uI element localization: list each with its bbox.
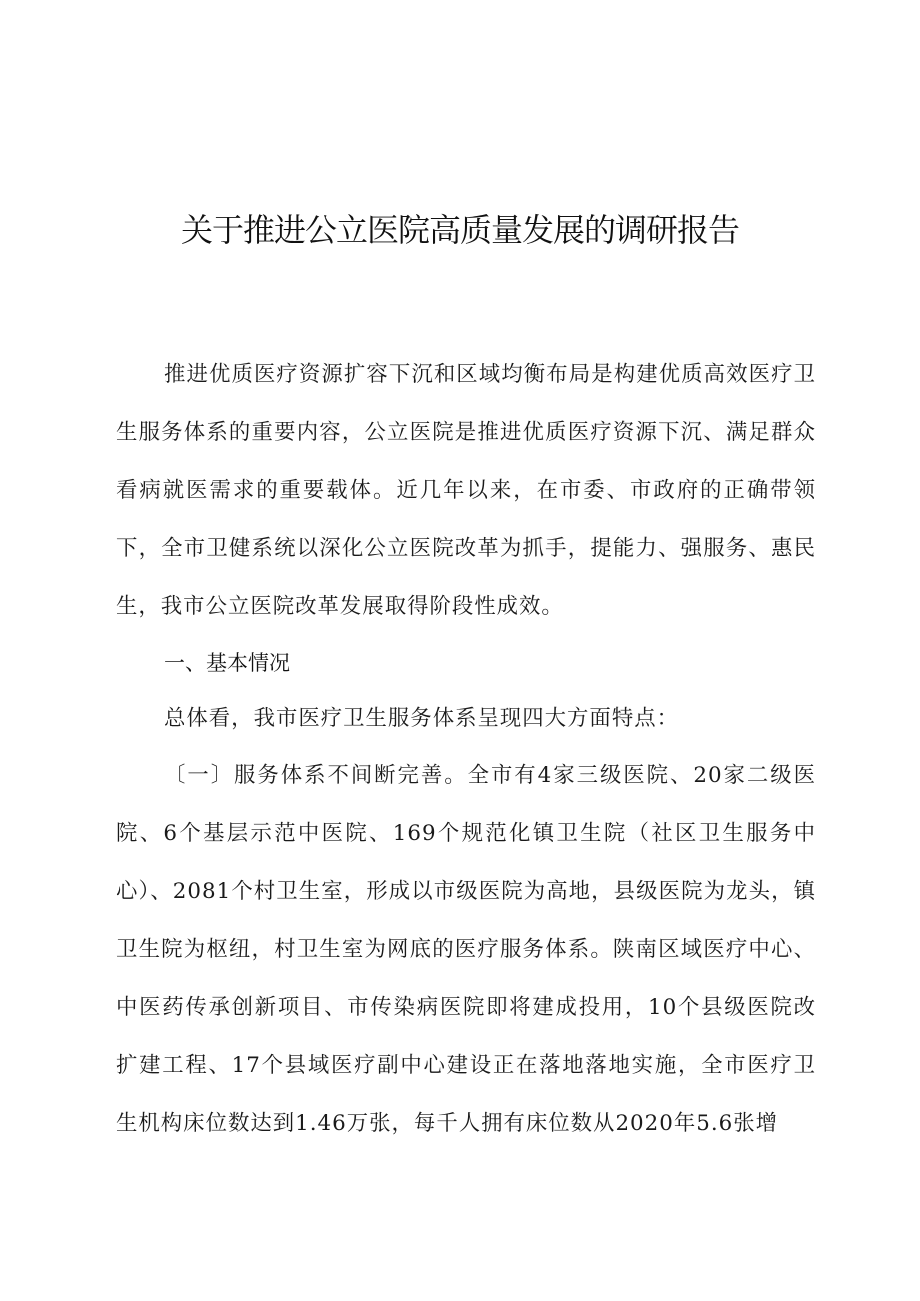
document-title: 关于推进公立医院高质量发展的调研报告: [180, 211, 739, 249]
overview-paragraph: 总体看，我市医疗卫生服务体系呈现四大方面特点：: [164, 706, 679, 731]
service-system-paragraph: 〔一〕服务体系不间断完善。全市有4家三级医院、20家二级医院、6个基层示范中医院、169个规范化镇卫生院（社区卫生服务中心）、2081个村卫生室，形成以市级医院为高地，县级医院为龙头，镇卫生院为枢纽，村卫生室为网底的医疗服务体系。陕南区域医疗中心、中医药传承创新项目、市传染病医院即将建成投用，10个县级医院改扩建工程、17个县域医疗副中心建设正在落地落地实施，全市医疗卫生机构床位数达到1.46万张，每千人拥有床位数从2020年5.6张增: [116, 763, 816, 1136]
section-heading: 一、基本情况: [164, 651, 290, 675]
intro-paragraph: 推进优质医疗资源扩容下沉和区域均衡布局是构建优质高效医疗卫生服务体系的重要内容，公立医院是推进优质医疗资源下沉、满足群众看病就医需求的重要载体。近几年以来，在市委、市政府的正确带领下，全市卫健系统以深化公立医院改革为抓手，提能力、强服务、惠民生，我市公立医院改革发展取得阶段性成效。: [116, 362, 816, 619]
